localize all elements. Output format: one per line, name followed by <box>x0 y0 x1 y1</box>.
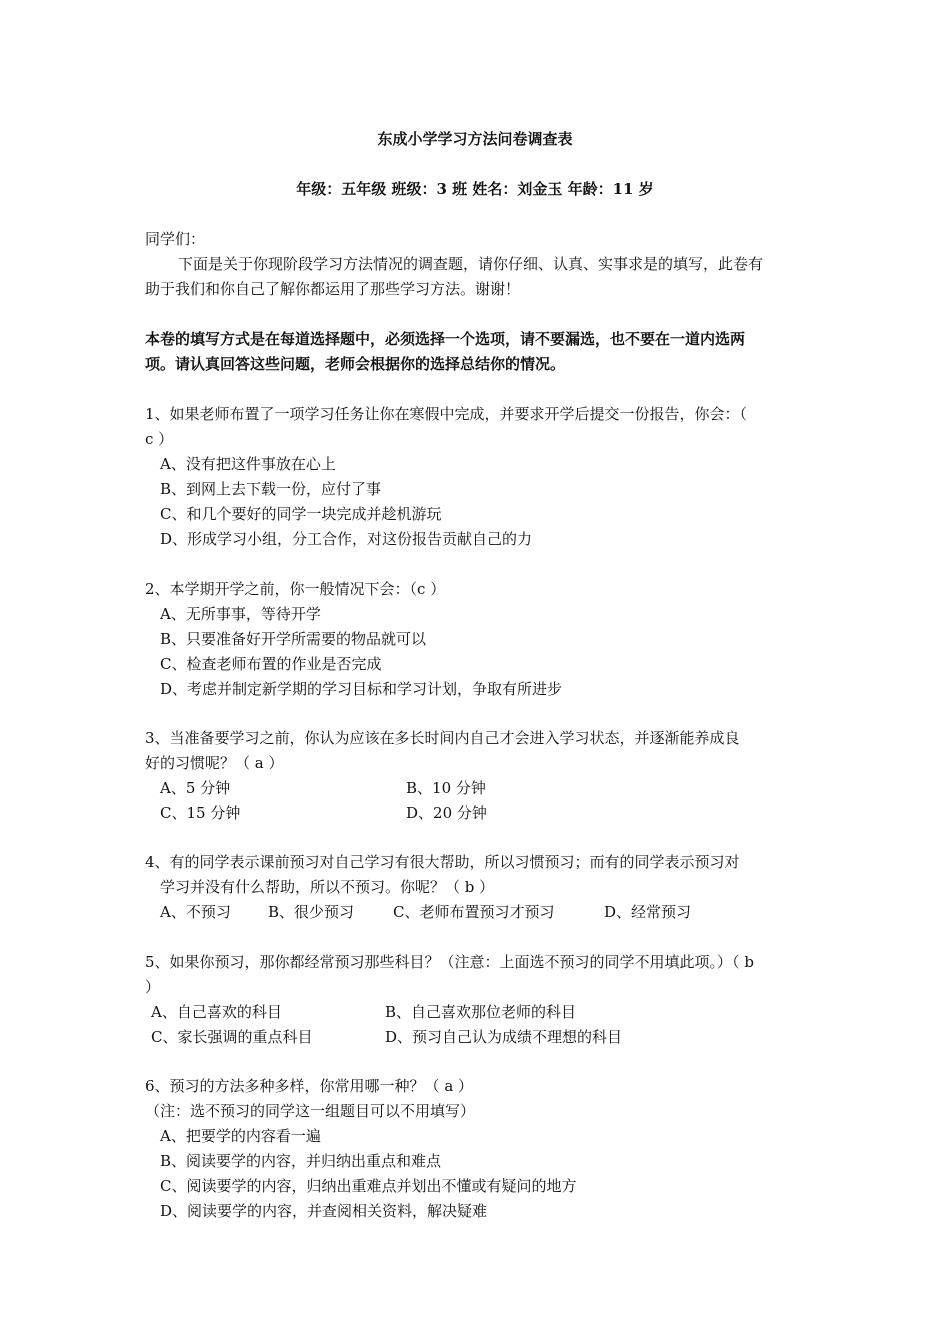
page-title: 东成小学学习方法问卷调查表 <box>377 130 573 148</box>
question-3-option-a: A、5 分钟 <box>160 779 231 797</box>
question-2-option-b: B、只要准备好开学所需要的物品就可以 <box>160 630 427 648</box>
question-1-option-a: A、没有把这件事放在心上 <box>160 455 336 473</box>
question-3-option-d: D、20 分钟 <box>406 804 487 822</box>
question-4-line-1: 4、有的同学表示课前预习对自己学习有很大帮助，所以习惯预习；而有的同学表示预习对 <box>145 853 740 871</box>
instruction-line-2: 项。请认真回答这些问题，老师会根据你的选择总结你的情况。 <box>145 355 566 373</box>
question-6-option-d: D、阅读要学的内容，并查阅相关资料，解决疑难 <box>160 1202 488 1220</box>
question-2-option-d: D、考虑并制定新学期的学习目标和学习计划，争取有所进步 <box>160 680 563 698</box>
intro-line-2: 助于我们和你自己了解你都运用了那些学习方法。谢谢！ <box>145 280 521 298</box>
question-3-option-b: B、10 分钟 <box>406 779 486 797</box>
greeting: 同学们： <box>145 230 206 248</box>
question-1-line-2: c ） <box>145 430 174 448</box>
intro-line-1: 下面是关于你现阶段学习方法情况的调查题，请你仔细、认真、实事求是的填写，此卷有 <box>178 255 764 273</box>
question-5-option-c: C、家长强调的重点科目 <box>151 1028 313 1046</box>
question-6-option-a: A、把要学的内容看一遍 <box>160 1127 321 1145</box>
question-5-option-b: B、自己喜欢那位老师的科目 <box>385 1003 577 1021</box>
question-4-option-c: C、老师布置预习才预习 <box>393 903 555 921</box>
question-2-option-a: A、无所事事，等待开学 <box>160 605 321 623</box>
question-1-option-c: C、和几个要好的同学一块完成并趁机游玩 <box>160 505 442 523</box>
question-5-line-2: ） <box>145 978 161 996</box>
question-3-line-1: 3、当准备要学习之前，你认为应该在多长时间内自己才会进入学习状态，并逐渐能养成良 <box>145 729 740 747</box>
question-4-line-2: 学习并没有什么帮助，所以不预习。你呢？（ b ） <box>160 878 495 896</box>
student-info: 年级：五年级 班级：3 班 姓名：刘金玉 年龄：11 岁 <box>296 180 654 198</box>
question-5-option-d: D、预习自己认为成绩不理想的科目 <box>385 1028 623 1046</box>
question-2-option-c: C、检查老师布置的作业是否完成 <box>160 655 382 673</box>
question-5-option-a: A、自己喜欢的科目 <box>151 1003 282 1021</box>
question-6-line-1: 6、预习的方法多种多样，你常用哪一种？（ a ） <box>145 1077 474 1095</box>
instruction-line-1: 本卷的填写方式是在每道选择题中，必须选择一个选项，请不要漏选，也不要在一道内选两 <box>145 330 746 348</box>
question-1-line-1: 1、如果老师布置了一项学习任务让你在寒假中完成，并要求开学后提交一份报告，你会：（ <box>145 405 748 423</box>
question-4-option-a: A、不预习 <box>160 903 231 921</box>
question-2-line-1: 2、本学期开学之前，你一般情况下会：（c ） <box>145 580 446 598</box>
question-5-line-1: 5、如果你预习，那你都经常预习那些科目？（注意：上面选不预习的同学不用填此项。）（ b <box>145 953 754 971</box>
question-1-option-d: D、形成学习小组，分工合作，对这份报告贡献自己的力 <box>160 530 533 548</box>
question-4-option-b: B、很少预习 <box>268 903 355 921</box>
question-6-note: （注：选不预习的同学这一组题目可以不用填写） <box>145 1102 476 1120</box>
question-1-option-b: B、到网上去下载一份，应付了事 <box>160 480 382 498</box>
question-3-option-c: C、15 分钟 <box>160 804 241 822</box>
question-6-option-c: C、阅读要学的内容，归纳出重难点并划出不懂或有疑问的地方 <box>160 1177 577 1195</box>
question-3-line-2: 好的习惯呢？（ a ） <box>145 754 284 772</box>
question-6-option-b: B、阅读要学的内容，并归纳出重点和难点 <box>160 1152 442 1170</box>
question-4-option-d: D、经常预习 <box>604 903 692 921</box>
